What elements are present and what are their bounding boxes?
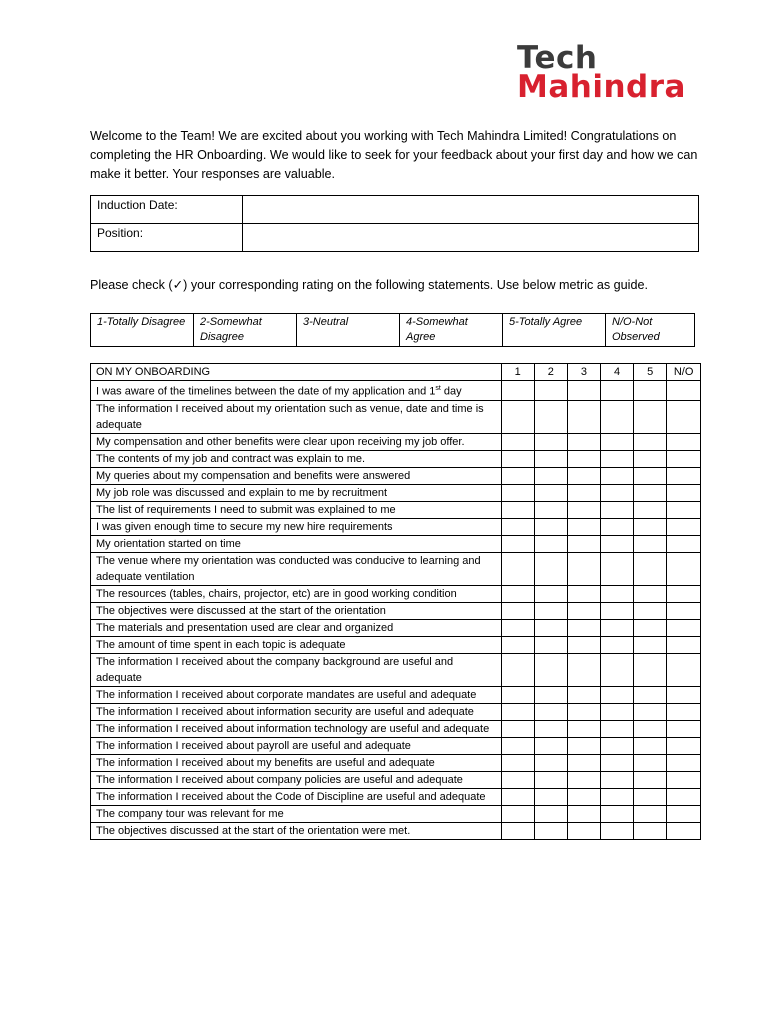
rating-cell-1[interactable] [501,686,534,703]
info-table [90,195,699,252]
rating-cell-5[interactable] [634,585,667,602]
survey-statement: My compensation and other benefits were clear upon receiving my job offer. [91,433,502,450]
rating-cell-3[interactable] [567,805,600,822]
survey-statement: The resources (tables, chairs, projector, etc) are in good working condition [91,585,502,602]
rating-cell-no[interactable] [667,788,701,805]
rating-cell-no[interactable] [667,501,701,518]
rating-cell-1[interactable] [501,518,534,535]
rating-cell-no[interactable] [667,822,701,839]
survey-statement: The objectives discussed at the start of the orientation were met. [91,822,502,839]
col-header-5: 5 [634,364,667,381]
survey-statement: My job role was discussed and explain to me by recruitment [91,484,502,501]
rating-cell-3[interactable] [567,653,600,686]
rating-cell-3[interactable] [567,450,600,467]
col-header-1: 1 [501,364,534,381]
rating-cell-4[interactable] [600,703,633,720]
rating-cell-4[interactable] [600,602,633,619]
rating-cell-no[interactable] [667,484,701,501]
rating-cell-2[interactable] [534,450,567,467]
rating-cell-4[interactable] [600,720,633,737]
rating-cell-4[interactable] [600,433,633,450]
rating-cell-2[interactable] [534,433,567,450]
survey-statement [91,381,502,401]
rating-cell-3[interactable] [567,602,600,619]
rating-cell-3[interactable] [567,467,600,484]
induction-date-field[interactable] [243,196,699,224]
col-header-2: 2 [534,364,567,381]
rating-cell-1[interactable] [501,822,534,839]
rating-cell-4[interactable] [600,788,633,805]
info-row-position [91,224,699,252]
metric-1: 1-Totally Disagree [91,314,194,347]
rating-cell-3[interactable] [567,518,600,535]
rating-cell-5[interactable] [634,737,667,754]
survey-row [91,552,701,585]
rating-cell-5[interactable] [634,805,667,822]
rating-cell-1[interactable] [501,381,534,401]
survey-statement: The information I received about information technology are useful and adequate [91,720,502,737]
rating-cell-3[interactable] [567,686,600,703]
section-title: ON MY ONBOARDING [91,364,502,381]
rating-cell-no[interactable] [667,381,701,401]
survey-row [91,686,701,703]
rating-cell-2[interactable] [534,754,567,771]
induction-date-label: Induction Date: [91,196,243,224]
rating-cell-1[interactable] [501,805,534,822]
rating-cell-3[interactable] [567,585,600,602]
rating-cell-2[interactable] [534,602,567,619]
rating-cell-5[interactable] [634,535,667,552]
rating-cell-2[interactable] [534,805,567,822]
rating-cell-5[interactable] [634,467,667,484]
rating-cell-2[interactable] [534,585,567,602]
survey-statement: The venue where my orientation was conducted was conducive to learning and adequate ventilation [91,552,502,585]
survey-statement: The information I received about my orientation such as venue, date and time is adequate [91,400,502,433]
col-header-3: 3 [567,364,600,381]
rating-cell-4[interactable] [600,400,633,433]
rating-cell-2[interactable] [534,552,567,585]
survey-row [91,703,701,720]
survey-row [91,585,701,602]
rating-cell-2[interactable] [534,400,567,433]
survey-statement: The amount of time spent in each topic is adequate [91,636,502,653]
rating-cell-5[interactable] [634,754,667,771]
survey-statement: The information I received about corporate mandates are useful and adequate [91,686,502,703]
position-field[interactable] [243,224,699,252]
rating-cell-5[interactable] [634,433,667,450]
tech-mahindra-logo [517,40,686,105]
rating-cell-5[interactable] [634,686,667,703]
rating-cell-3[interactable] [567,400,600,433]
rating-cell-3[interactable] [567,636,600,653]
rating-cell-2[interactable] [534,535,567,552]
survey-row [91,653,701,686]
survey-row [91,400,701,433]
survey-row [91,450,701,467]
rating-cell-2[interactable] [534,467,567,484]
rating-cell-2[interactable] [534,703,567,720]
rating-cell-3[interactable] [567,619,600,636]
rating-cell-5[interactable] [634,400,667,433]
survey-row [91,535,701,552]
rating-cell-1[interactable] [501,771,534,788]
rating-cell-no[interactable] [667,653,701,686]
rating-cell-1[interactable] [501,737,534,754]
statement-1-text: I was aware of the timelines between the date of my application and 1 [96,385,436,398]
rating-cell-3[interactable] [567,720,600,737]
rating-cell-2[interactable] [534,737,567,754]
rating-cell-4[interactable] [600,450,633,467]
rating-cell-1[interactable] [501,720,534,737]
rating-cell-no[interactable] [667,720,701,737]
metric-2: 2-Somewhat Disagree [194,314,297,347]
rating-cell-3[interactable] [567,484,600,501]
rating-cell-3[interactable] [567,552,600,585]
rating-cell-2[interactable] [534,822,567,839]
rating-cell-1[interactable] [501,467,534,484]
rating-cell-5[interactable] [634,703,667,720]
rating-cell-5[interactable] [634,518,667,535]
rating-cell-3[interactable] [567,822,600,839]
survey-row [91,518,701,535]
rating-cell-4[interactable] [600,501,633,518]
rating-cell-no[interactable] [667,636,701,653]
survey-row [91,771,701,788]
rating-cell-2[interactable] [534,501,567,518]
rating-cell-2[interactable] [534,771,567,788]
logo-mahindra-text: Mahindra [517,69,686,105]
rating-cell-no[interactable] [667,602,701,619]
rating-cell-5[interactable] [634,450,667,467]
rating-cell-1[interactable] [501,602,534,619]
rating-cell-3[interactable] [567,381,600,401]
survey-statement: The information I received about information security are useful and adequate [91,703,502,720]
survey-row [91,805,701,822]
rating-cell-5[interactable] [634,552,667,585]
rating-cell-3[interactable] [567,433,600,450]
rating-cell-3[interactable] [567,535,600,552]
rating-cell-no[interactable] [667,737,701,754]
survey-row [91,381,701,401]
survey-statement: The contents of my job and contract was explain to me. [91,450,502,467]
rating-cell-1[interactable] [501,653,534,686]
metric-no: N/O-Not Observed [606,314,695,347]
survey-row [91,467,701,484]
rating-cell-no[interactable] [667,552,701,585]
survey-statement: My orientation started on time [91,535,502,552]
rating-cell-no[interactable] [667,703,701,720]
rating-cell-2[interactable] [534,484,567,501]
rating-cell-4[interactable] [600,771,633,788]
rating-cell-4[interactable] [600,535,633,552]
survey-statement: The materials and presentation used are clear and organized [91,619,502,636]
rating-cell-4[interactable] [600,552,633,585]
survey-row [91,619,701,636]
survey-row [91,636,701,653]
survey-header-row [91,364,701,381]
rating-cell-no[interactable] [667,400,701,433]
survey-row [91,433,701,450]
col-header-no: N/O [667,364,701,381]
survey-statement: My queries about my compensation and benefits were answered [91,467,502,484]
rating-cell-1[interactable] [501,400,534,433]
rating-cell-1[interactable] [501,788,534,805]
rating-cell-5[interactable] [634,822,667,839]
rating-cell-4[interactable] [600,467,633,484]
rating-cell-2[interactable] [534,686,567,703]
rating-cell-4[interactable] [600,585,633,602]
rating-cell-5[interactable] [634,653,667,686]
survey-row [91,501,701,518]
survey-row [91,484,701,501]
rating-cell-5[interactable] [634,636,667,653]
survey-row [91,754,701,771]
rating-cell-1[interactable] [501,619,534,636]
survey-statement: The information I received about the company background are useful and adequate [91,653,502,686]
rating-cell-5[interactable] [634,602,667,619]
rating-cell-no[interactable] [667,467,701,484]
survey-row [91,602,701,619]
rating-metric-table [90,313,695,347]
rating-cell-1[interactable] [501,450,534,467]
rating-cell-no[interactable] [667,585,701,602]
survey-statement: The information I received about payroll are useful and adequate [91,737,502,754]
rating-cell-no[interactable] [667,433,701,450]
rating-cell-5[interactable] [634,484,667,501]
rating-cell-2[interactable] [534,720,567,737]
rating-cell-5[interactable] [634,788,667,805]
rating-cell-1[interactable] [501,636,534,653]
intro-paragraph: Welcome to the Team! We are excited about you working with Tech Mahindra Limited! Congratulations on completing the HR Onboarding. We would like to seek for your feedback about your first day and how we can make it better. Your responses are valuable. [90,129,698,181]
rating-cell-4[interactable] [600,805,633,822]
rating-cell-1[interactable] [501,703,534,720]
rating-cell-no[interactable] [667,535,701,552]
rating-cell-1[interactable] [501,433,534,450]
rating-cell-1[interactable] [501,535,534,552]
rating-cell-2[interactable] [534,619,567,636]
rating-cell-4[interactable] [600,822,633,839]
statement-1-superscript: st [435,385,441,392]
rating-cell-2[interactable] [534,518,567,535]
rating-instruction: Please check (✓) your corresponding rating on the following statements. Use below metric as guide. [90,278,648,292]
logo-tech-text: Tech [517,40,598,76]
info-row-induction-date [91,196,699,224]
rating-cell-no[interactable] [667,686,701,703]
metric-5: 5-Totally Agree [503,314,606,347]
rating-cell-1[interactable] [501,484,534,501]
rating-cell-1[interactable] [501,585,534,602]
metric-3: 3-Neutral [297,314,400,347]
survey-statement: The information I received about the Code of Discipline are useful and adequate [91,788,502,805]
survey-statement: The objectives were discussed at the start of the orientation [91,602,502,619]
rating-cell-4[interactable] [600,484,633,501]
rating-cell-1[interactable] [501,754,534,771]
survey-row [91,720,701,737]
rating-cell-5[interactable] [634,381,667,401]
rating-cell-2[interactable] [534,788,567,805]
rating-cell-1[interactable] [501,552,534,585]
survey-statement: The company tour was relevant for me [91,805,502,822]
survey-statement: I was given enough time to secure my new hire requirements [91,518,502,535]
rating-cell-4[interactable] [600,653,633,686]
rating-cell-4[interactable] [600,754,633,771]
rating-cell-2[interactable] [534,636,567,653]
survey-row [91,788,701,805]
rating-cell-no[interactable] [667,771,701,788]
rating-cell-3[interactable] [567,771,600,788]
rating-cell-4[interactable] [600,686,633,703]
rating-cell-5[interactable] [634,619,667,636]
rating-cell-2[interactable] [534,381,567,401]
rating-cell-5[interactable] [634,501,667,518]
rating-cell-4[interactable] [600,737,633,754]
rating-cell-3[interactable] [567,501,600,518]
rating-cell-4[interactable] [600,636,633,653]
rating-cell-4[interactable] [600,518,633,535]
rating-cell-no[interactable] [667,518,701,535]
rating-cell-5[interactable] [634,720,667,737]
survey-statement: The information I received about my benefits are useful and adequate [91,754,502,771]
rating-cell-4[interactable] [600,381,633,401]
rating-cell-3[interactable] [567,737,600,754]
rating-cell-1[interactable] [501,501,534,518]
survey-statement: The list of requirements I need to submit was explained to me [91,501,502,518]
rating-cell-no[interactable] [667,450,701,467]
rating-cell-4[interactable] [600,619,633,636]
survey-row [91,822,701,839]
col-header-4: 4 [600,364,633,381]
survey-statement: The information I received about company policies are useful and adequate [91,771,502,788]
rating-cell-2[interactable] [534,653,567,686]
position-label: Position: [91,224,243,252]
survey-row [91,737,701,754]
rating-cell-no[interactable] [667,805,701,822]
rating-cell-3[interactable] [567,754,600,771]
rating-cell-no[interactable] [667,619,701,636]
rating-cell-5[interactable] [634,771,667,788]
rating-cell-no[interactable] [667,754,701,771]
metric-4: 4-Somewhat Agree [400,314,503,347]
rating-cell-3[interactable] [567,703,600,720]
rating-cell-3[interactable] [567,788,600,805]
onboarding-survey-table [90,363,701,840]
statement-1-suffix: day [440,385,462,398]
